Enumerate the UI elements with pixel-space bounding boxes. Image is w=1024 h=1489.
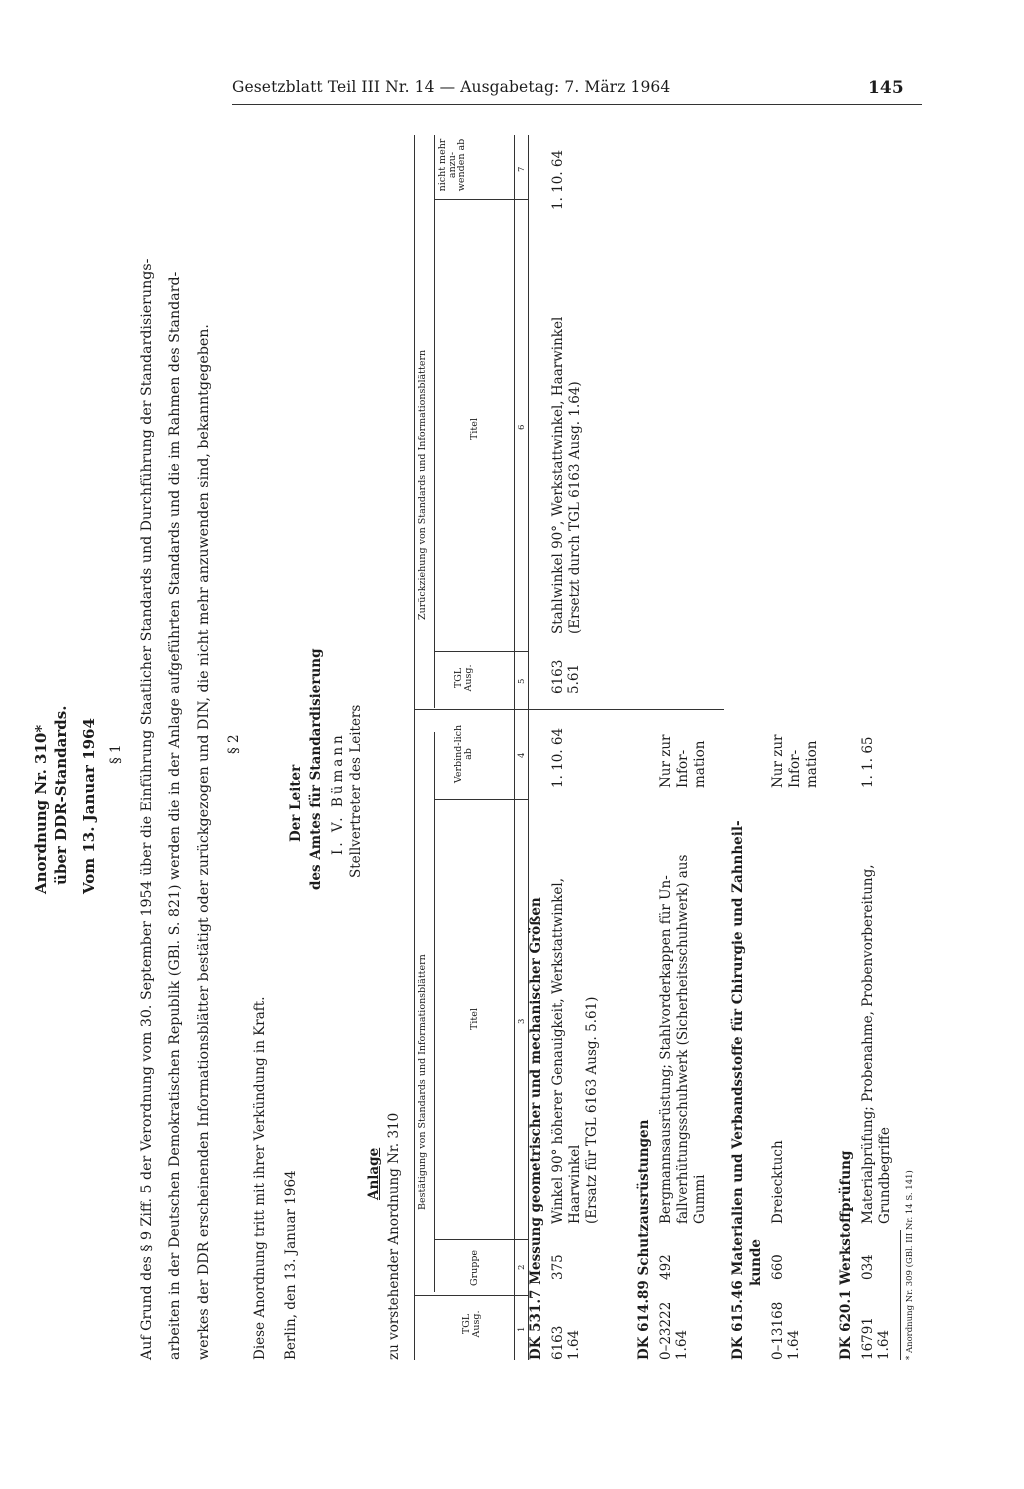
col-label-1: TGL Ausg. — [461, 1310, 482, 1338]
row1-gruppe: 375 — [550, 1254, 566, 1280]
col-num-7: 7 — [517, 166, 527, 172]
section-heading-531: DK 531.7 Messung geometrischer und mechanischer Größen — [528, 897, 544, 1360]
footnote: * Anordnung Nr. 309 (GBl. III Nr. 14 S. 141) — [905, 1170, 915, 1360]
place-date: Berlin, den 13. Januar 1964 — [283, 1170, 299, 1360]
row1-titel-2: Haarwinkel — [567, 1144, 583, 1224]
header-rule — [232, 104, 922, 105]
ordinance-title-line1: Anordnung Nr. 310* — [32, 724, 50, 894]
row1-titel6-2: (Ersetzt durch TGL 6163 Ausg. 1.64) — [567, 381, 583, 634]
col-label-5: TGL Ausg. — [453, 664, 474, 692]
col-num-2: 2 — [517, 1264, 527, 1270]
row3-tgl: 0–13168 — [770, 1301, 786, 1360]
signature-line1: Der Leiter — [288, 764, 304, 842]
middle-divider — [414, 709, 724, 710]
paragraph-1-heading: § 1 — [108, 744, 124, 764]
row4-titel-1: Materialprüfung; Probenahme, Probenvorbereitung, — [860, 864, 876, 1224]
row3-titel-1: Dreiecktuch — [770, 1140, 786, 1224]
section-heading-615-line2: kunde — [748, 1238, 764, 1286]
row1-titel-3: (Ersatz für TGL 6163 Ausg. 5.61) — [584, 996, 600, 1224]
row2-verbindlich-2: Infor- — [675, 749, 691, 788]
signature-line3: I. V. Bümann — [330, 732, 346, 855]
row3-gruppe: 660 — [770, 1254, 786, 1280]
row1-nicht-mehr: 1. 10. 64 — [550, 149, 566, 210]
signature-line4: Stellvertreter des Leiters — [348, 704, 364, 878]
confirm-group-header: Bestätigung von Standards und Informationsblättern — [417, 954, 428, 1210]
row1-titel-1: Winkel 90° höherer Genauigkeit, Werkstattwinkel, — [550, 877, 566, 1224]
section-heading-620: DK 620.1 Werkstoffprüfung — [838, 1150, 854, 1360]
ordinance-date: Vom 13. Januar 1964 — [80, 718, 98, 894]
annex-subtitle: zu vorstehender Anordnung Nr. 310 — [386, 1112, 402, 1360]
row2-tgl: 0–23222 — [658, 1301, 674, 1360]
row1-tgl: 6163 — [550, 1325, 566, 1360]
row3-verbindlich-2: Infor- — [787, 749, 803, 788]
section-heading-615-line1: DK 615.46 Materialien und Verbandsstoffe für Chirurgie und Zahnheil- — [730, 820, 746, 1360]
col-divider-1 — [414, 1295, 528, 1296]
table-top-rule — [414, 135, 415, 1360]
annex-table — [402, 110, 922, 1360]
col-label-7: nicht mehr anzu-wenden ab — [437, 138, 467, 192]
row3-verbindlich-1: Nur zur — [770, 734, 786, 788]
col-num-5: 5 — [517, 678, 527, 684]
withdraw-group-rule — [434, 135, 435, 708]
row2-ausg: 1.64 — [674, 1329, 690, 1360]
col-label-2: Gruppe — [469, 1249, 480, 1286]
row2-titel-2: fallverhütungsschuhwerk (Sicherheitsschuhwerk) aus — [675, 854, 691, 1224]
row1-ausg: 1.64 — [566, 1329, 582, 1360]
row4-tgl: 16791 — [860, 1317, 876, 1360]
col-num-1: 1 — [517, 1326, 527, 1332]
withdraw-group-header: Zurückziehung von Standards und Informationsblättern — [417, 349, 428, 620]
col-label-4: Verbind-lich ab — [453, 724, 474, 784]
row1-ausg5: 5.61 — [566, 663, 582, 694]
paragraph-2-text: Diese Anordnung tritt mit ihrer Verkündung in Kraft. — [252, 996, 268, 1360]
row3-verbindlich-3: mation — [804, 740, 820, 788]
col-num-6: 6 — [517, 424, 527, 430]
annex-title: Anlage — [366, 1147, 382, 1200]
table-header-rule — [514, 135, 515, 1360]
row2-gruppe: 492 — [658, 1254, 674, 1280]
row1-tgl5: 6163 — [550, 659, 566, 694]
row2-titel-3: Gummi — [692, 1174, 708, 1224]
col-num-4: 4 — [517, 752, 527, 758]
row1-verbindlich: 1. 10. 64 — [550, 727, 566, 788]
row2-verbindlich-3: mation — [692, 740, 708, 788]
row4-verbindlich: 1. 1. 65 — [860, 736, 876, 788]
col-label-3: Titel — [469, 1008, 480, 1030]
row4-titel-2: Grundbegriffe — [877, 1127, 893, 1224]
row4-gruppe: 034 — [860, 1254, 876, 1280]
col-divider-5 — [434, 651, 528, 652]
signature-line2: des Amtes für Standardisierung — [308, 648, 324, 890]
row3-ausg: 1.64 — [786, 1329, 802, 1360]
col-label-6: Titel — [469, 418, 480, 440]
footnote-rule — [900, 1230, 901, 1360]
row2-verbindlich-1: Nur zur — [658, 734, 674, 788]
row2-titel-1: Bergmannsausrüstung; Stahlvorderkappen für Un- — [658, 875, 674, 1224]
paragraph-1-line-2: arbeiten in der Deutschen Demokratischen Republik (GBl. S. 821) werden die in der Anlage aufgeführten Standards und die im Rahmen des Standard- — [167, 271, 183, 1360]
header-text: Gesetzblatt Teil III Nr. 14 — Ausgabetag: 7. März 1964 — [232, 78, 671, 96]
paragraph-1-line-3: werkes der DDR erscheinenden Informationsblätter bestätigt oder zurückgezogen und DIN, die nicht mehr anzuwenden sind, bekanntgegeben. — [196, 324, 212, 1360]
row4-ausg: 1.64 — [876, 1329, 892, 1360]
row1-titel6-1: Stahlwinkel 90°, Werkstattwinkel, Haarwinkel — [550, 316, 566, 634]
col-divider-6 — [434, 199, 528, 200]
running-header — [232, 78, 932, 102]
col-divider-3 — [434, 799, 528, 800]
confirm-group-rule — [434, 732, 435, 1292]
page-number: 145 — [868, 78, 904, 98]
paragraph-1-line-1: Auf Grund des § 9 Ziff. 5 der Verordnung vom 30. September 1954 über die Einführung Staatlicher Standards und Durchführung der Standardisierungs- — [139, 258, 155, 1360]
col-num-3: 3 — [517, 1018, 527, 1024]
section-heading-614: DK 614.89 Schutzausrüstungen — [636, 1119, 652, 1360]
col-divider-2 — [434, 1239, 528, 1240]
paragraph-2-heading: § 2 — [226, 734, 242, 754]
ordinance-title-line2: über DDR-Standards. — [52, 705, 70, 885]
